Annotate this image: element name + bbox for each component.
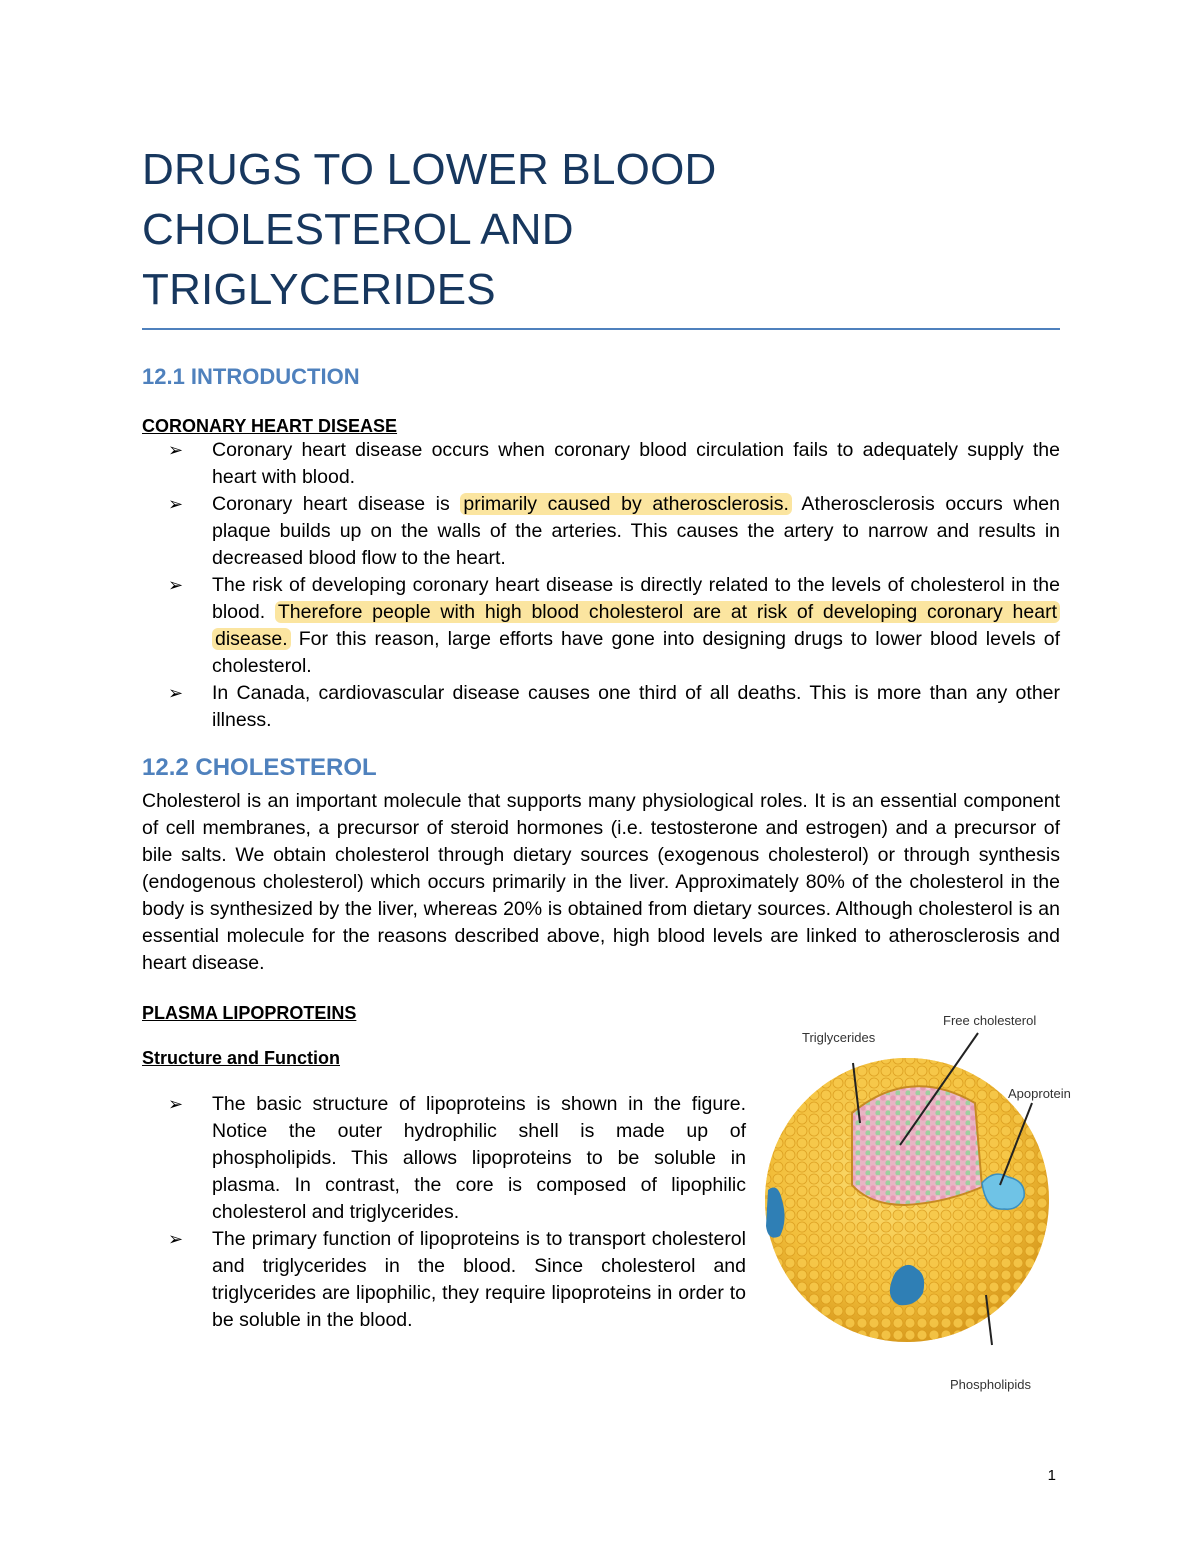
- highlighted-text: Therefore people with high blood cholesterol are at risk of developing coronary heart disease.: [212, 601, 1060, 650]
- label-phospholipids: Phospholipids: [950, 1377, 1031, 1392]
- lipoprotein-bullet-list: [142, 1091, 746, 1334]
- list-item: ➢ In Canada, cardiovascular disease causes one third of all deaths. This is more than any other illness.: [168, 682, 1060, 731]
- highlighted-text: primarily caused by atherosclerosis.: [460, 493, 792, 515]
- arrow-bullet-icon: ➢: [168, 1094, 184, 1114]
- subheading-structure-function: Structure and Function: [142, 1048, 340, 1068]
- list-item: ➢ The basic structure of lipoproteins is shown in the figure. Notice the outer hydrophilic shell is made up of phospholipids. This allows lipoproteins to be soluble in plasma. In contrast, the core is composed of lipophilic cholesterol and triglycerides.: [168, 1093, 746, 1223]
- document-title: [142, 140, 1060, 320]
- list-item: ➢ Coronary heart disease occurs when coronary blood circulation fails to adequately supply the heart with blood.: [168, 439, 1060, 488]
- arrow-bullet-icon: ➢: [168, 683, 184, 703]
- lipid-core: [852, 1086, 982, 1205]
- intro-bullet-list: [142, 437, 1060, 734]
- section-heading-introduction: 12.1 INTRODUCTION: [142, 364, 360, 389]
- subheading-plasma-lipoproteins: PLASMA LIPOPROTEINS: [142, 1003, 357, 1023]
- section-heading-cholesterol: 12.2 CHOLESTEROL: [142, 754, 377, 781]
- page-number: 1: [1047, 1467, 1056, 1484]
- arrow-bullet-icon: ➢: [168, 494, 184, 514]
- cholesterol-paragraph: Cholesterol is an important molecule that supports many physiological roles. It is an essential component of cell membranes, a precursor of steroid hormones (i.e. testosterone and estrogen) and a precursor of bile salts. We obtain cholesterol through dietary sources (exogenous cholesterol) or through synthesis (endogenous cholesterol) which occurs primarily in the liver. Approximately 80% of the cholesterol in the body is synthesized by the liver, whereas 20% is obtained from dietary sources. Although cholesterol is an essential molecule for the reasons described above, high blood levels are linked to atherosclerosis and heart disease.: [142, 790, 1060, 974]
- list-item: ➢ The risk of developing coronary heart disease is directly related to the levels of cholesterol in the blood. Therefore people with high blood cholesterol are at risk of developing coronary heart disease. For this reason, large efforts have gone into designing drugs to lower blood levels of cholesterol.: [168, 574, 1060, 677]
- title-line-2: CHOLESTEROL AND: [142, 205, 574, 254]
- label-apoprotein: Apoprotein: [1008, 1086, 1071, 1101]
- arrow-bullet-icon: ➢: [168, 1229, 184, 1249]
- list-item: ➢ Coronary heart disease is primarily caused by atherosclerosis. Atherosclerosis occurs when plaque builds up on the walls of the arteries. This causes the artery to narrow and results in decreased blood flow to the heart.: [168, 493, 1061, 569]
- arrow-bullet-icon: ➢: [168, 575, 184, 595]
- list-item: ➢ The primary function of lipoproteins is to transport cholesterol and triglycerides in the blood. Since cholesterol and triglycerides are lipophilic, they require lipoproteins in order to be soluble in the blood.: [168, 1228, 746, 1331]
- lipoprotein-structure-figure: [760, 1005, 1100, 1405]
- title-line-3: TRIGLYCERIDES: [142, 265, 496, 314]
- title-line-1: DRUGS TO LOWER BLOOD: [142, 145, 717, 194]
- arrow-bullet-icon: ➢: [168, 440, 184, 460]
- label-free-cholesterol: Free cholesterol: [943, 1013, 1037, 1028]
- subheading-coronary-heart-disease: CORONARY HEART DISEASE: [142, 416, 398, 436]
- lipoprotein-diagram: [760, 1005, 1100, 1405]
- label-triglycerides: Triglycerides: [802, 1030, 876, 1045]
